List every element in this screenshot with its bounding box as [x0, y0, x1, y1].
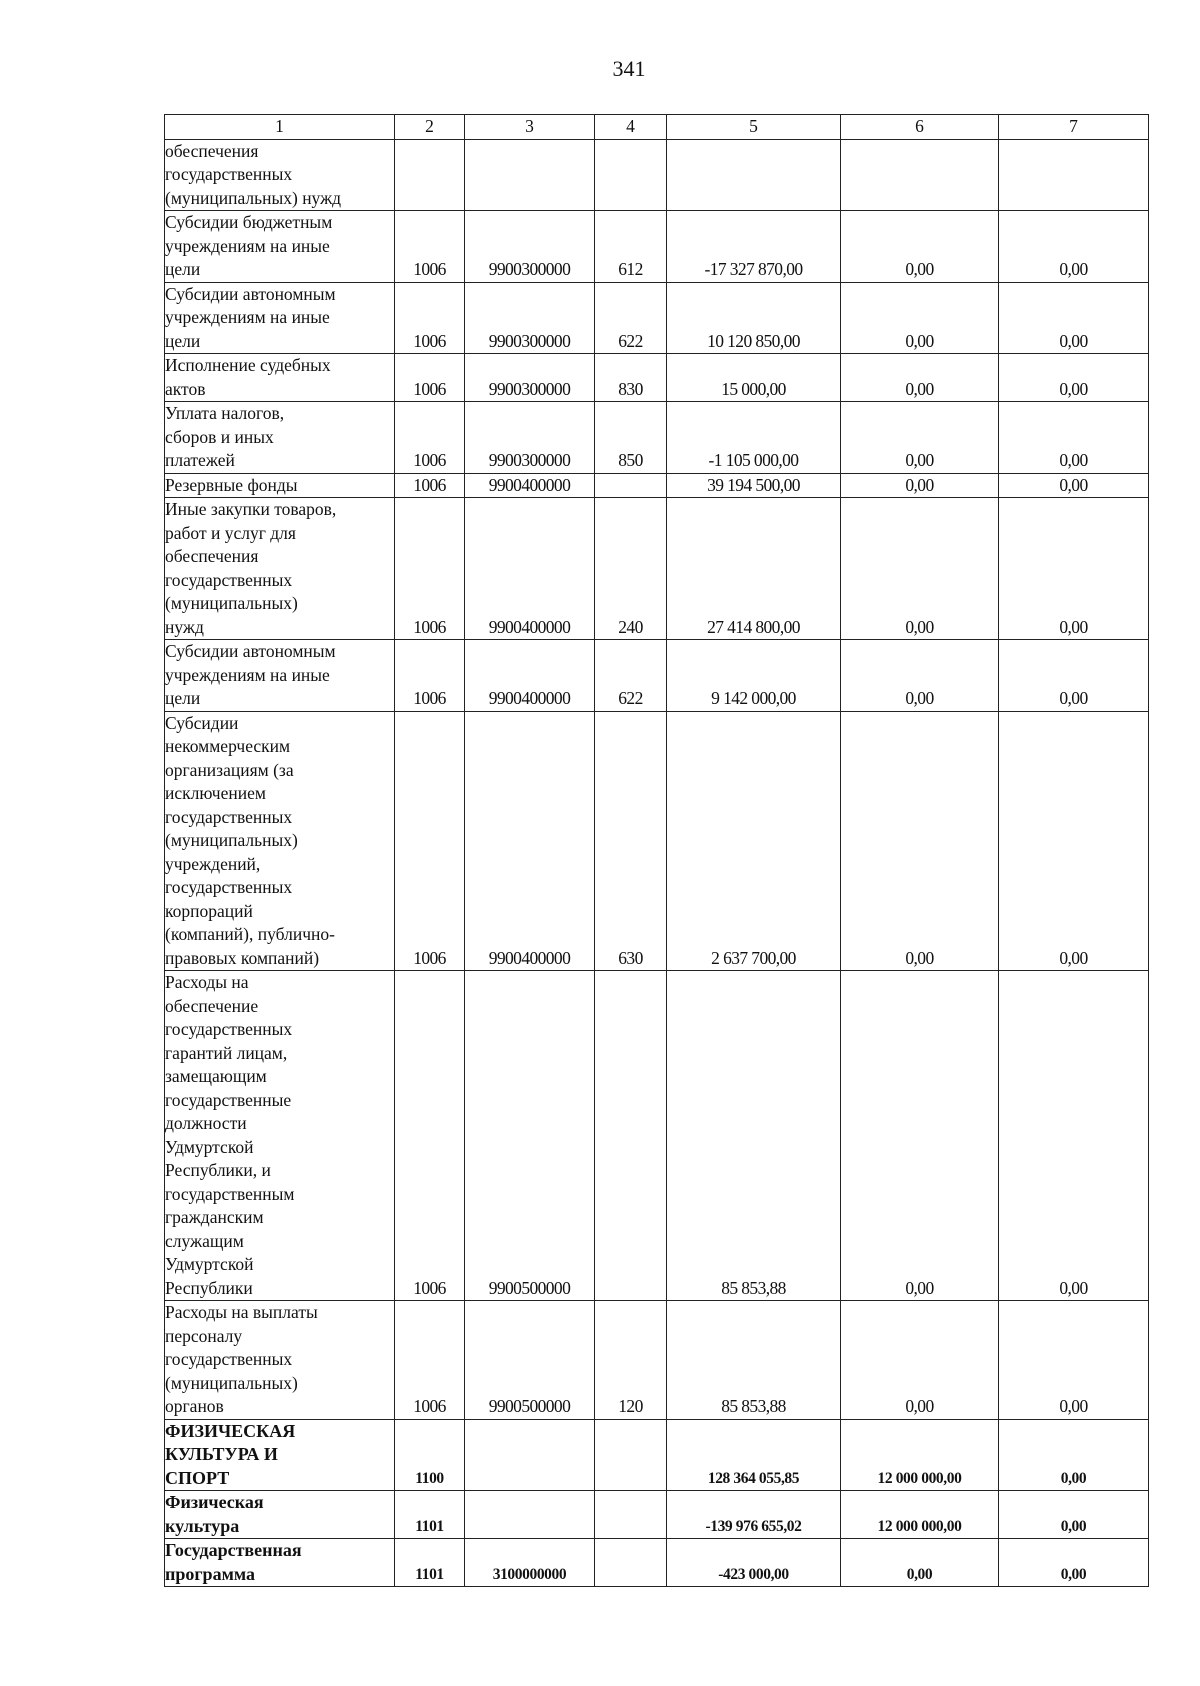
amount-col6: 0,00: [841, 354, 999, 402]
row-label: [165, 971, 395, 1301]
expense-type: [595, 473, 667, 498]
expense-type: 622: [595, 640, 667, 712]
row-label-line: нужд: [165, 616, 204, 637]
row-label-line: гарантий лицам,: [165, 1042, 288, 1063]
row-label-line: Субсидии автономным: [165, 641, 336, 661]
row-label-line: государственные: [165, 1089, 292, 1110]
row-label-line: актов: [165, 378, 206, 399]
amount-col5: 15 000,00: [667, 354, 841, 402]
column-number-1: 1: [165, 115, 395, 140]
row-label-line: (муниципальных) нужд: [165, 187, 342, 208]
section-code: 1101: [395, 1539, 465, 1587]
amount-col6: 12 000 000,00: [841, 1419, 999, 1491]
row-label-line: должности: [165, 1113, 247, 1133]
amount-col5: 85 853,88: [667, 971, 841, 1301]
amount-col6: 0,00: [841, 282, 999, 354]
row-label-line: цели: [165, 330, 201, 351]
column-number-6: 6: [841, 115, 999, 140]
row-label-line: органов: [165, 1396, 224, 1416]
expense-type: [595, 139, 667, 211]
row-label-line: Республики: [165, 1277, 253, 1298]
expense-type: 830: [595, 354, 667, 402]
row-label-line: учреждениям на иные: [165, 235, 330, 256]
amount-col5: 2 637 700,00: [667, 711, 841, 971]
target-article: 9900400000: [465, 498, 595, 640]
expense-type: 630: [595, 711, 667, 971]
target-article: 9900400000: [465, 711, 595, 971]
row-label-line: государственным: [165, 1183, 295, 1204]
amount-col7: 0,00: [999, 473, 1149, 498]
target-article: 9900300000: [465, 211, 595, 283]
section-code: 1006: [395, 640, 465, 712]
row-label-line: Расходы на: [165, 972, 249, 992]
row-label-line: замещающим: [165, 1066, 267, 1086]
amount-col7: 0,00: [999, 1301, 1149, 1420]
row-label-line: Субсидии: [165, 712, 239, 733]
row-label-line: учреждениям на иные: [165, 664, 330, 685]
row-label-line: Государственная: [165, 1540, 302, 1560]
column-number-4: 4: [595, 115, 667, 140]
row-label-line: цели: [165, 688, 201, 708]
row-label: [165, 1301, 395, 1420]
row-label-line: гражданским: [165, 1207, 264, 1227]
section-code: 1006: [395, 498, 465, 640]
section-code: 1006: [395, 354, 465, 402]
row-label-line: государственных: [165, 1019, 293, 1039]
expense-type: [595, 1491, 667, 1539]
row-label-line: Удмуртской: [165, 1254, 254, 1274]
row-label: [165, 1491, 395, 1539]
row-label: [165, 473, 395, 498]
amount-col5: 10 120 850,00: [667, 282, 841, 354]
row-label-line: государственных: [165, 569, 293, 590]
table-row: [165, 498, 1149, 640]
target-article: [465, 1419, 595, 1491]
page-number: 341: [612, 56, 646, 81]
row-label-line: Исполнение судебных: [165, 355, 331, 375]
row-label-line: учреждениям на иные: [165, 307, 330, 327]
amount-col7: 0,00: [999, 211, 1149, 283]
row-label-line: государственных: [165, 1349, 293, 1369]
expense-type: [595, 971, 667, 1301]
row-label-line: Уплата налогов,: [165, 403, 285, 423]
amount-col7: [999, 139, 1149, 211]
section-code: 1100: [395, 1419, 465, 1491]
row-label-line: (муниципальных): [165, 1372, 298, 1393]
column-number-2: 2: [395, 115, 465, 140]
amount-col6: 0,00: [841, 211, 999, 283]
row-label-line: платежей: [165, 450, 235, 470]
section-code: 1006: [395, 211, 465, 283]
row-label-line: работ и услуг для: [165, 522, 296, 543]
table-row: [165, 1419, 1149, 1491]
amount-col6: 0,00: [841, 711, 999, 971]
table-body: [165, 139, 1149, 1587]
row-label: [165, 139, 395, 211]
row-label-line: государственных: [165, 877, 293, 897]
row-label-line: правовых компаний): [165, 947, 320, 968]
row-label-line: КУЛЬТУРА И: [165, 1444, 278, 1464]
row-label-line: персоналу: [165, 1325, 243, 1346]
table-row: [165, 1301, 1149, 1420]
amount-col6: 0,00: [841, 498, 999, 640]
section-code: 1006: [395, 971, 465, 1301]
row-label-line: исключением: [165, 783, 266, 803]
budget-table: [164, 114, 1149, 1587]
target-article: 9900300000: [465, 402, 595, 474]
section-code: 1006: [395, 473, 465, 498]
target-article: 3100000000: [465, 1539, 595, 1587]
expense-type: 850: [595, 402, 667, 474]
table-row: [165, 1539, 1149, 1587]
row-label: [165, 282, 395, 354]
row-label: [165, 211, 395, 283]
amount-col7: 0,00: [999, 402, 1149, 474]
row-label-line: организациям (за: [165, 759, 294, 780]
amount-col5: -1 105 000,00: [667, 402, 841, 474]
amount-col6: 12 000 000,00: [841, 1491, 999, 1539]
table-row: [165, 402, 1149, 474]
column-number-3: 3: [465, 115, 595, 140]
row-label-line: Расходы на выплаты: [165, 1302, 318, 1322]
amount-col7: 0,00: [999, 354, 1149, 402]
row-label-line: ФИЗИЧЕСКАЯ: [165, 1420, 296, 1441]
amount-col5: [667, 139, 841, 211]
row-label: [165, 1539, 395, 1587]
row-label-line: цели: [165, 259, 201, 279]
amount-col5: -139 976 655,02: [667, 1491, 841, 1539]
row-label-line: культура: [165, 1515, 240, 1536]
column-number-7: 7: [999, 115, 1149, 140]
row-label-line: обеспечения: [165, 140, 259, 161]
section-code: 1006: [395, 711, 465, 971]
amount-col5: 128 364 055,85: [667, 1419, 841, 1491]
amount-col7: 0,00: [999, 971, 1149, 1301]
amount-col5: -423 000,00: [667, 1539, 841, 1587]
row-label-line: СПОРТ: [165, 1467, 230, 1488]
amount-col7: 0,00: [999, 1491, 1149, 1539]
expense-type: 622: [595, 282, 667, 354]
amount-col6: 0,00: [841, 971, 999, 1301]
expense-type: 120: [595, 1301, 667, 1420]
amount-col5: 9 142 000,00: [667, 640, 841, 712]
target-article: 9900300000: [465, 354, 595, 402]
amount-col6: [841, 139, 999, 211]
table-row: [165, 640, 1149, 712]
row-label-line: Иные закупки товаров,: [165, 499, 337, 519]
table-row: [165, 139, 1149, 211]
row-label-line: (муниципальных): [165, 830, 298, 850]
table-row: [165, 711, 1149, 971]
column-number-row: [165, 115, 1149, 140]
row-label: [165, 1419, 395, 1491]
row-label-line: Резервные фонды: [165, 474, 298, 495]
row-label-line: Субсидии бюджетным: [165, 212, 333, 232]
column-number-5: 5: [667, 115, 841, 140]
section-code: 1006: [395, 1301, 465, 1420]
row-label-line: служащим: [165, 1230, 244, 1251]
target-article: [465, 1491, 595, 1539]
section-code: 1006: [395, 282, 465, 354]
expense-type: 612: [595, 211, 667, 283]
amount-col5: -17 327 870,00: [667, 211, 841, 283]
target-article: 9900400000: [465, 640, 595, 712]
expense-type: 240: [595, 498, 667, 640]
row-label-line: Субсидии автономным: [165, 283, 336, 304]
row-label: [165, 498, 395, 640]
amount-col5: 27 414 800,00: [667, 498, 841, 640]
amount-col5: 85 853,88: [667, 1301, 841, 1420]
amount-col7: 0,00: [999, 711, 1149, 971]
row-label-line: программа: [165, 1563, 255, 1584]
row-label-line: (муниципальных): [165, 593, 298, 613]
row-label-line: Республики, и: [165, 1160, 271, 1180]
row-label-line: обеспечение: [165, 995, 259, 1016]
amount-col5: 39 194 500,00: [667, 473, 841, 498]
amount-col6: 0,00: [841, 402, 999, 474]
row-label-line: Физическая: [165, 1492, 264, 1512]
amount-col7: 0,00: [999, 282, 1149, 354]
row-label-line: некоммерческим: [165, 736, 291, 756]
section-code: [395, 139, 465, 211]
row-label-line: обеспечения: [165, 546, 259, 566]
target-article: 9900500000: [465, 971, 595, 1301]
amount-col7: 0,00: [999, 1419, 1149, 1491]
table-row: [165, 211, 1149, 283]
section-code: 1006: [395, 402, 465, 474]
amount-col7: 0,00: [999, 1539, 1149, 1587]
row-label-line: государственных: [165, 164, 293, 184]
row-label: [165, 711, 395, 971]
row-label-line: корпораций: [165, 900, 253, 921]
amount-col6: 0,00: [841, 1539, 999, 1587]
amount-col6: 0,00: [841, 473, 999, 498]
table-row: [165, 354, 1149, 402]
table-row: [165, 282, 1149, 354]
target-article: 9900300000: [465, 282, 595, 354]
table-row: [165, 1491, 1149, 1539]
row-label-line: сборов и иных: [165, 426, 274, 447]
row-label-line: Удмуртской: [165, 1136, 254, 1157]
row-label: [165, 640, 395, 712]
row-label-line: государственных: [165, 806, 293, 827]
amount-col7: 0,00: [999, 640, 1149, 712]
target-article: [465, 139, 595, 211]
row-label: [165, 354, 395, 402]
section-code: 1101: [395, 1491, 465, 1539]
amount-col6: 0,00: [841, 1301, 999, 1420]
target-article: 9900400000: [465, 473, 595, 498]
expense-type: [595, 1539, 667, 1587]
amount-col7: 0,00: [999, 498, 1149, 640]
row-label-line: (компаний), публично-: [165, 924, 335, 944]
table-row: [165, 971, 1149, 1301]
target-article: 9900500000: [465, 1301, 595, 1420]
row-label: [165, 402, 395, 474]
table-row: [165, 473, 1149, 498]
amount-col6: 0,00: [841, 640, 999, 712]
expense-type: [595, 1419, 667, 1491]
row-label-line: учреждений,: [165, 853, 261, 874]
